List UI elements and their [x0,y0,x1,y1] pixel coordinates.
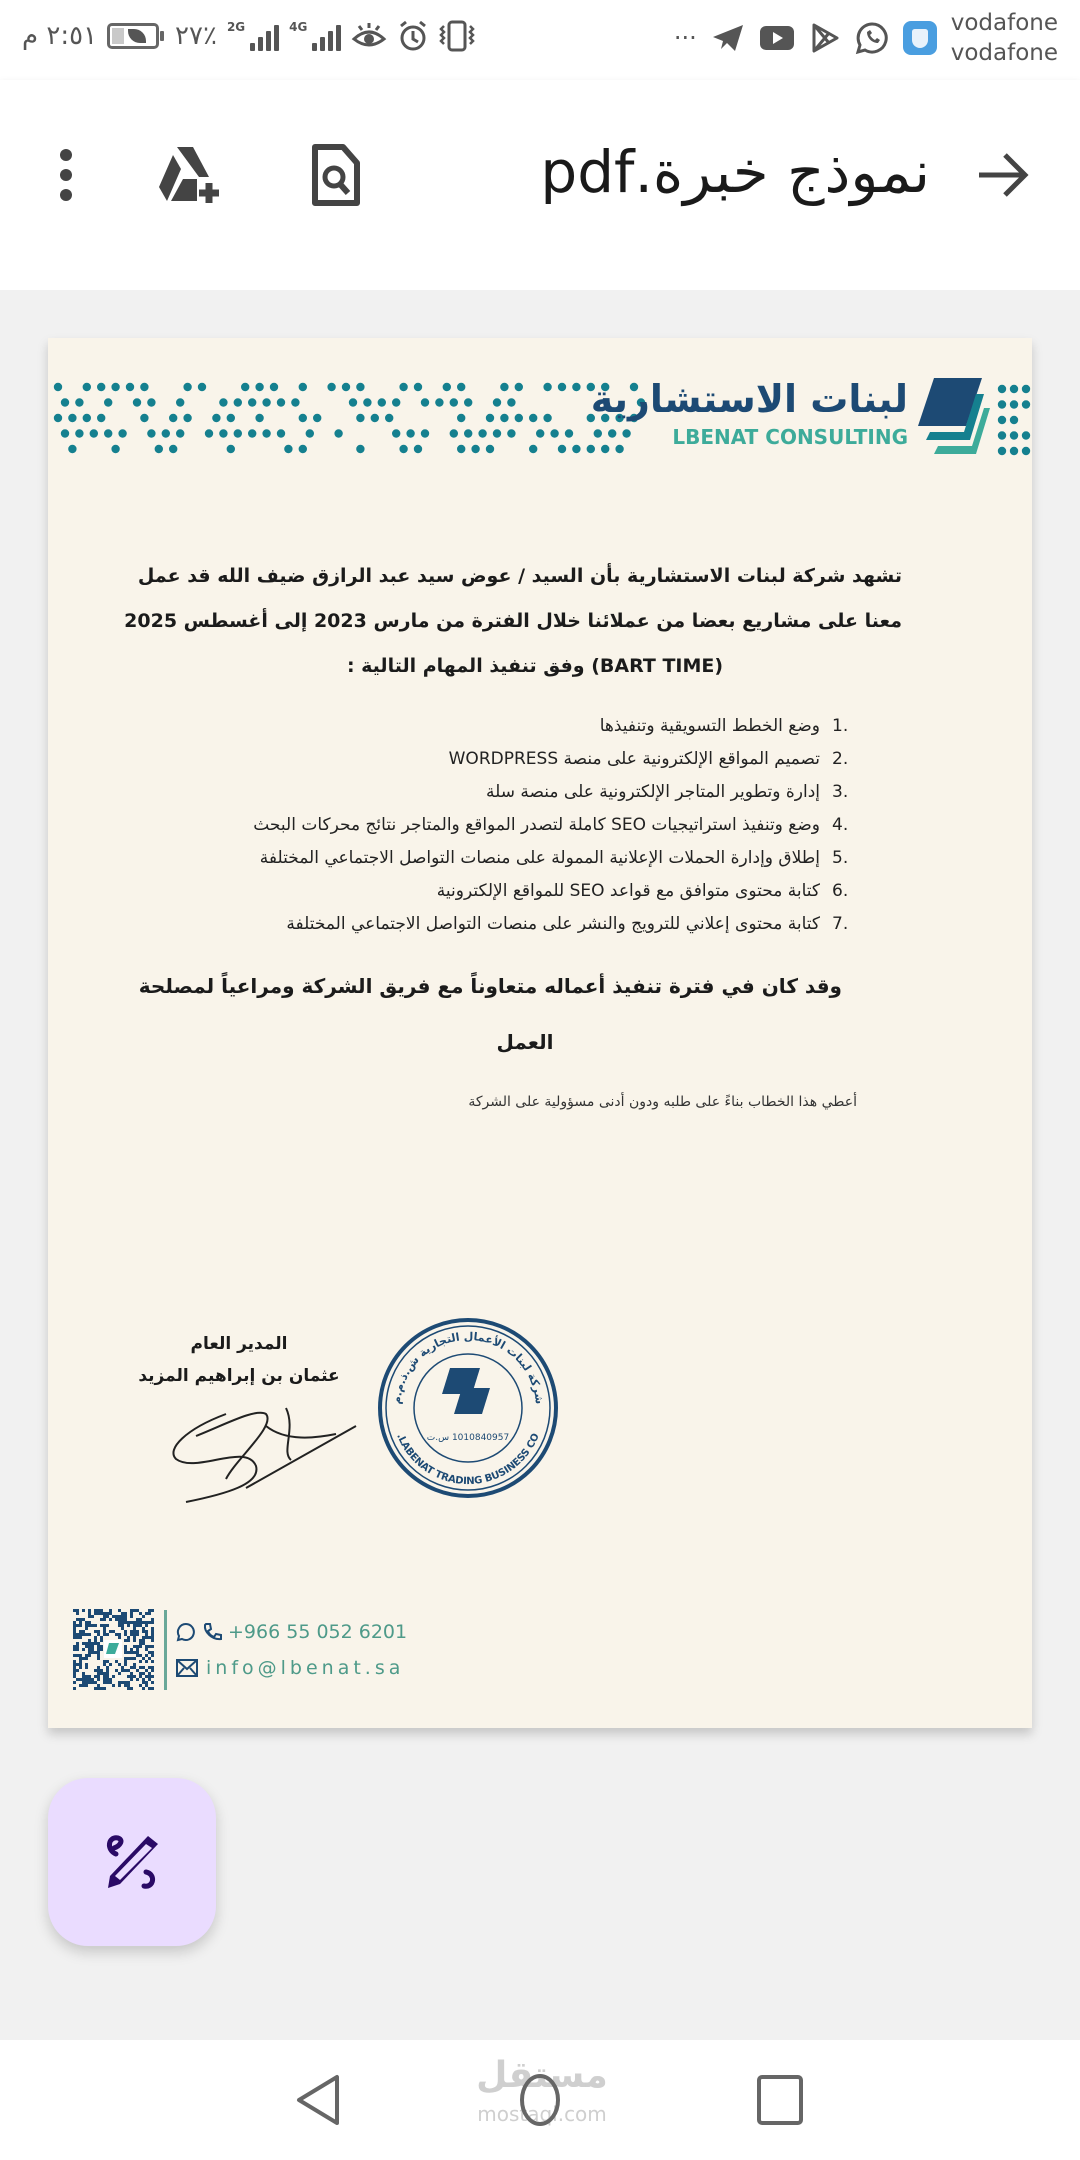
status-right-group [674,8,1058,68]
drive-add-icon [155,145,225,205]
alarm-icon [397,20,429,52]
more-options-button[interactable] [26,135,106,215]
pattern-dot [277,429,285,437]
carrier-names [951,8,1058,68]
pattern-dot [111,383,119,391]
pattern-dot [450,429,458,437]
pattern-dot [500,414,508,422]
pattern-dot [83,383,91,391]
battery-icon [107,23,159,49]
task-text: إطلاق وإدارة الحملات الإعلانية الممولة على منصات التواصل الاجتماعي المختلفة [259,848,820,868]
battery-saver-leaf-icon [128,29,146,43]
pattern-dot [118,429,126,437]
pattern-dot [421,398,429,406]
pattern-dot [255,414,263,422]
clock: ٢:٥١ م [22,21,98,51]
task-number: 3. [832,782,849,802]
pattern-dot [126,383,134,391]
carrier-1: vodafone [950,10,1058,36]
task-text: تصميم المواقع الإلكترونية على منصة WORDPRESS [448,749,820,769]
nav-home-button[interactable] [495,2060,585,2140]
lbenat-logo-icon [912,374,990,456]
pattern-dot [183,383,191,391]
pattern-dot [601,445,609,453]
certificate-intro [124,554,902,689]
pattern-dot [248,398,256,406]
pattern-dot [61,398,69,406]
mail-icon [176,1659,198,1677]
pattern-dot [1022,431,1030,439]
pattern-dot [205,429,213,437]
signatory-title: المدير العام [190,1334,288,1354]
pattern-dot [1010,400,1018,408]
task-item [253,842,854,875]
pattern-dot [565,429,573,437]
eye-comfort-icon [351,21,387,51]
pattern-dot [486,414,494,422]
task-number: 6. [832,881,849,901]
pattern-dot [558,445,566,453]
pattern-dot [421,429,429,437]
pattern-dot [306,429,314,437]
pattern-dot [464,398,472,406]
pattern-dot [299,445,307,453]
search-document-icon [311,143,361,207]
pattern-dot [227,445,235,453]
pattern-dot [75,429,83,437]
pattern-dot [133,398,141,406]
intro-line: معنا على مشاريع بعضا من عملائنا خلال الفترة من مارس 2023 إلى أغسطس 2025 [124,610,902,632]
pattern-dot [457,414,465,422]
pattern-dot [543,383,551,391]
watermark-arabic: مستقل [476,2055,608,2096]
draw-pen-icon [102,1834,162,1890]
pattern-dot [219,429,227,437]
pattern-dot [262,429,270,437]
pattern-dot [486,445,494,453]
intro-line: تشهد شركة لبنات الاستشارية بأن السيد / عوض سيد عبد الرازق ضيف الله قد عمل [137,565,902,587]
pattern-dot [68,414,76,422]
qr-code [72,1608,154,1690]
pattern-dot [212,414,220,422]
task-number: 4. [832,815,849,835]
youtube-icon [759,24,795,52]
pattern-dot [111,445,119,453]
pattern-dot [478,429,486,437]
pattern-dot [450,398,458,406]
status-left-group [22,20,475,52]
handwritten-signature [166,1404,366,1504]
pattern-dot [471,445,479,453]
pattern-dot [61,429,69,437]
pattern-dot [998,447,1006,455]
pattern-dot [572,383,580,391]
pattern-dot [1010,447,1018,455]
pattern-dot [169,445,177,453]
pattern-dot [608,429,616,437]
pattern-dot [255,383,263,391]
email-address: info@lbenat.sa [206,1657,405,1679]
pattern-dot [457,383,465,391]
pattern-dot [327,383,335,391]
pattern-dot [104,429,112,437]
pattern-dot [68,445,76,453]
task-list [253,710,854,941]
carrier-2: vodafone [950,40,1058,66]
signal-4g-icon [289,21,341,51]
pattern-dot [104,398,112,406]
closing-statement [138,958,842,1070]
back-button[interactable] [968,140,1038,210]
pattern-dot [378,398,386,406]
task-number: 2. [832,749,849,769]
pattern-dot [1010,431,1018,439]
pattern-dot [363,398,371,406]
nav-recents-icon [755,2073,805,2127]
pattern-dot [75,398,83,406]
pattern-dot [515,414,523,422]
pattern-dot [457,445,465,453]
find-in-document-button[interactable] [296,135,376,215]
security-shield-icon [903,21,937,55]
pattern-dot [493,429,501,437]
logo-arabic-text: لبنات الاستشارية [590,377,908,421]
letterhead [48,368,1032,468]
pattern-dot [1010,385,1018,393]
pattern-dot [183,414,191,422]
pattern-dot [392,398,400,406]
status-bar [0,0,1080,80]
pattern-dot [385,414,393,422]
pattern-dot [140,383,148,391]
pattern-dot [507,398,515,406]
pattern-dot [241,383,249,391]
pattern-dot [227,414,235,422]
task-number: 1. [832,716,849,736]
company-stamp [376,1316,560,1500]
pattern-dot [399,383,407,391]
pattern-dot [1010,416,1018,424]
more-vert-icon [56,145,76,205]
pattern-dot [140,414,148,422]
pattern-dot [299,414,307,422]
pattern-dot [198,383,206,391]
pattern-dot [622,429,630,437]
closing-line: وقد كان في فترة تنفيذ أعماله متعاوناً مع فريق الشركة ومراعياً لمصلحة [138,974,842,998]
nav-home-icon [515,2073,565,2127]
task-number: 7. [832,914,849,934]
pattern-dot [155,445,163,453]
pattern-dot [594,429,602,437]
task-item [253,809,854,842]
document-title: نموذج خبرة.pdf [540,138,930,206]
pattern-dot [291,398,299,406]
battery-percent: ٢٧٪ [175,21,217,51]
task-item [253,710,854,743]
save-to-drive-button[interactable] [150,135,230,215]
pattern-dot [998,431,1006,439]
pattern-dot [356,445,364,453]
task-item [253,908,854,941]
pattern-dot [1022,400,1030,408]
pattern-dot [262,398,270,406]
pattern-dot [299,383,307,391]
pattern-dot [277,398,285,406]
pattern-dot [97,383,105,391]
pattern-dot [90,429,98,437]
nav-back-button[interactable] [273,2060,363,2140]
system-nav-bar [0,2040,1080,2160]
phone-icon [202,1622,222,1642]
whatsapp-icon [855,21,889,55]
closing-line: العمل [496,1030,554,1054]
pattern-dot [371,414,379,422]
pattern-dot [248,429,256,437]
logo-text-block [590,376,908,462]
contact-phone [176,1618,407,1646]
pdf-page [48,338,1032,1728]
pattern-dot [443,383,451,391]
pattern-dot [270,383,278,391]
app-bar [0,80,1080,290]
pattern-dot [493,398,501,406]
pattern-dot [529,414,537,422]
pattern-dot [558,383,566,391]
pattern-dot [356,414,364,422]
stamp-english-text: LABENAT TRADING BUSINESS CO. [394,1431,542,1488]
pattern-dot [587,445,595,453]
pattern-dot [399,445,407,453]
pattern-dot [284,445,292,453]
pattern-dot [169,414,177,422]
task-text: وضع الخطط التسويقية وتنفيذها [599,716,820,736]
phone-number: +966 55 052 6201 [228,1621,408,1643]
pattern-dot [507,429,515,437]
more-notifications-icon: ··· [673,24,697,52]
pattern-dot [998,385,1006,393]
signatory-name: عثمان بن إبراهيم المزيد [138,1366,340,1386]
pattern-dot [147,429,155,437]
pattern-dot [515,383,523,391]
task-number: 5. [832,848,849,868]
task-item [253,743,854,776]
stamp-arabic-text: شركة لبنات الأعمال التجارية ش.ذ.م.م [390,1329,547,1405]
pattern-dot [414,445,422,453]
pattern-dot [234,429,242,437]
task-text: كتابة محتوى إعلاني للترويج والنشر على منصات التواصل الاجتماعي المختلفة [286,914,820,934]
back-arrow-icon [975,151,1031,199]
pattern-dot [54,383,62,391]
network-type-4g: 4G [289,20,308,34]
pattern-dot [1022,385,1030,393]
pattern-dot [998,400,1006,408]
pattern-dot [543,414,551,422]
pattern-dot [998,416,1006,424]
annotate-fab[interactable] [48,1778,216,1946]
task-item [253,875,854,908]
task-text: وضع وتنفيذ استراتيجيات SEO كاملة لتصدر المواقع والمتاجر نتائج محركات البحث [253,815,820,835]
signatory-block [108,1328,370,1392]
pattern-dot [550,429,558,437]
watermark-english: mostaql.com [477,2102,607,2126]
signal-2g-icon [227,21,279,51]
network-type-2g: 2G [226,20,246,34]
play-store-icon [809,22,841,54]
pattern-dot [500,383,508,391]
nav-back-icon [293,2073,343,2127]
pattern-dot [54,414,62,422]
footer-divider [164,1610,167,1690]
pattern-dot [176,429,184,437]
intro-line: (BART TIME) وفق تنفيذ المهام التالية : [346,655,724,677]
pattern-dot [536,429,544,437]
pattern-dot [83,414,91,422]
pattern-dot [572,445,580,453]
pattern-dot [162,429,170,437]
contact-email [176,1654,404,1682]
pattern-dot [219,398,227,406]
task-text: كتابة محتوى متوافق مع قواعد SEO للمواقع الإلكترونية [436,881,820,901]
pattern-dot [334,429,342,437]
pattern-dot [147,398,155,406]
document-footer [72,1608,452,1732]
pattern-dot [313,414,321,422]
pattern-dot [529,445,537,453]
pattern-dot [406,429,414,437]
logo-english-text: LBENAT CONSULTING [672,425,908,449]
pattern-dot [97,414,105,422]
dot-grid-decoration [996,382,1032,458]
pattern-dot [342,383,350,391]
pattern-dot [176,398,184,406]
dot-pattern-decoration [52,380,652,456]
pattern-dot [392,429,400,437]
task-item [253,776,854,809]
stamp-registration-number: 1010840957 س.ت [426,1433,510,1443]
whatsapp-icon [176,1622,196,1642]
vibrate-icon [439,20,475,52]
nav-recents-button[interactable] [735,2060,825,2140]
pattern-dot [464,429,472,437]
pattern-dot [414,383,422,391]
task-text: إدارة وتطوير المتاجر الإلكترونية على منصة سلة [486,782,820,802]
telegram-icon [711,23,745,53]
disclaimer: أعطي هذا الخطاب بناءً على طلبه ودون أدنى مسؤولية على الشركة [468,1094,857,1110]
pattern-dot [1022,447,1030,455]
pattern-dot [234,398,242,406]
pattern-dot [349,398,357,406]
pattern-dot [615,445,623,453]
pattern-dot [356,383,364,391]
pattern-dot [435,398,443,406]
